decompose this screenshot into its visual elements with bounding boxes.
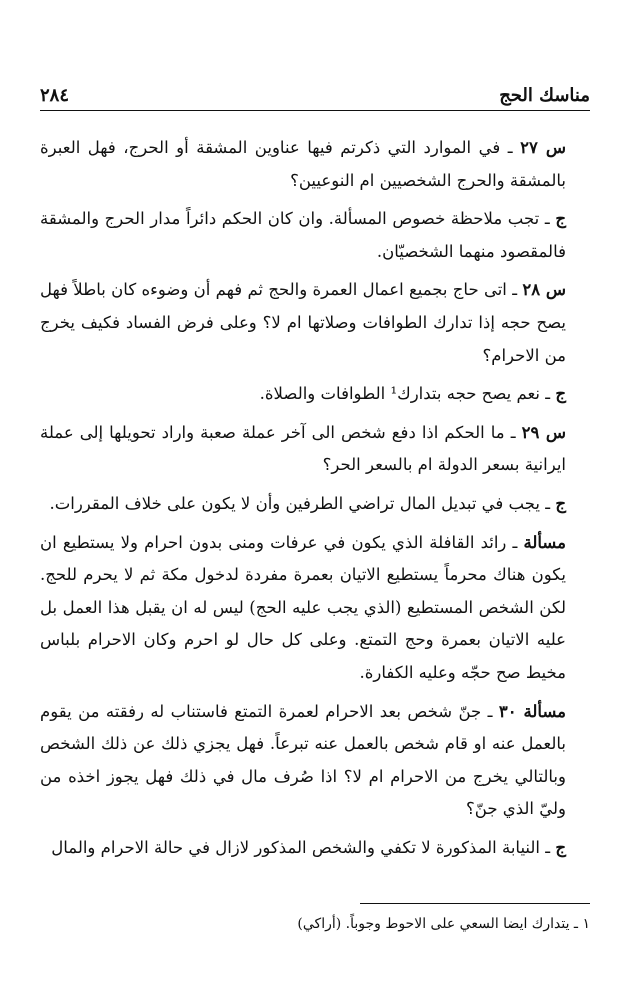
paragraph-label: مسألة ٣٠ — [498, 701, 567, 721]
paragraph-label: مسألة — [523, 532, 566, 552]
footnote-divider — [360, 903, 590, 904]
paragraph-a30 — [40, 832, 590, 865]
page-title: مناسك الحج — [499, 85, 590, 106]
paragraph-text: ـ تجب ملاحظة خصوص المسألة. وان كان الحكم دائراً مدار الحرج والمشقة فالمقصود منهما الشخصيّان. — [40, 209, 566, 261]
paragraph-label: ج — [555, 209, 566, 229]
paragraph-label: س ٢٩ — [521, 422, 566, 442]
paragraph-text: ـ نعم يصح حجه بتدارك¹ الطوافات والصلاة. — [259, 384, 556, 404]
paragraph-a28 — [40, 378, 590, 411]
paragraph-a29 — [40, 488, 590, 521]
paragraph-q27 — [40, 132, 590, 197]
paragraph-q29 — [40, 417, 590, 482]
paragraph-label: ج — [555, 493, 566, 513]
paragraph-text: ـ ما الحكم اذا دفع شخص الى آخر عملة صعبة واراد تحويلها إلى عملة ايرانية بسعر الدولة ام بالسعر الحر؟ — [40, 422, 566, 475]
paragraph-label: ج — [555, 837, 566, 857]
paragraph-label: س ٢٨ — [522, 280, 567, 300]
paragraph-masala-30 — [40, 696, 590, 826]
page-number: ٢٨٤ — [40, 85, 70, 106]
paragraph-text: ـ جنّ شخص بعد الاحرام لعمرة التمتع فاستناب له رفقته من يقوم بالعمل عنه او قام شخص بالعمل عنه تبرعاً. فهل يجزي ذلك عن ذلك الشخص وبالتالي يخرج من الاحرام ام لا؟ اذا صُرف مال في ذلك فهل يجوز اخذه من وليّ الذي جنّ؟ — [40, 701, 566, 819]
paragraph-text: ـ في الموارد التي ذكرتم فيها عناوين المشقة أو الحرج، فهل العبرة بالمشقة والحرج الشخصيين ام النوعيين؟ — [40, 138, 566, 190]
paragraph-q28 — [40, 274, 590, 372]
paragraph-text: ـ النيابة المذكورة لا تكفي والشخص المذكور لازال في حالة الاحرام والمال — [51, 837, 556, 857]
page-header — [40, 78, 590, 106]
paragraph-label: س ٢٧ — [520, 138, 566, 157]
paragraph-masala — [40, 527, 590, 690]
paragraph-label: ج — [555, 384, 566, 404]
paragraph-text: ـ رائد القافلة الذي يكون في عرفات ومنى بدون احرام ولا يستطيع ان يكون هناك محرماً يستطيع الاتيان بعمرة مفردة لدخول مكة ثم لا يحرم للحج. لكن الشخص المستطيع (الذي يجب عليه الحج) ليس له ان يقبل هذا العمل بل عليه الاتيان بعمرة وحج التمتع. وعلى كل حال لو احرم وكان الاحرام بلباس مخيط صح حجّه وعليه الكفارة. — [40, 532, 566, 682]
paragraph-text: ـ اتى حاج بجميع اعمال العمرة والحج ثم فهم أن وضوءه كان باطلاً فهل يصح حجه إذا تدارك الطوافات وصلاتها ام لا؟ وعلى فرض الفساد فكيف يخرج من الاحرام؟ — [40, 280, 566, 365]
header-divider — [40, 110, 590, 111]
paragraph-a27 — [40, 203, 590, 268]
main-text — [40, 132, 590, 870]
paragraph-text: ـ يجب في تبديل المال تراضي الطرفين وأن لا يكون على خلاف المقررات. — [49, 493, 556, 513]
footnote: ١ ـ يتدارك ايضا السعي على الاحوط وجوباً. (أراكي) — [297, 916, 590, 932]
